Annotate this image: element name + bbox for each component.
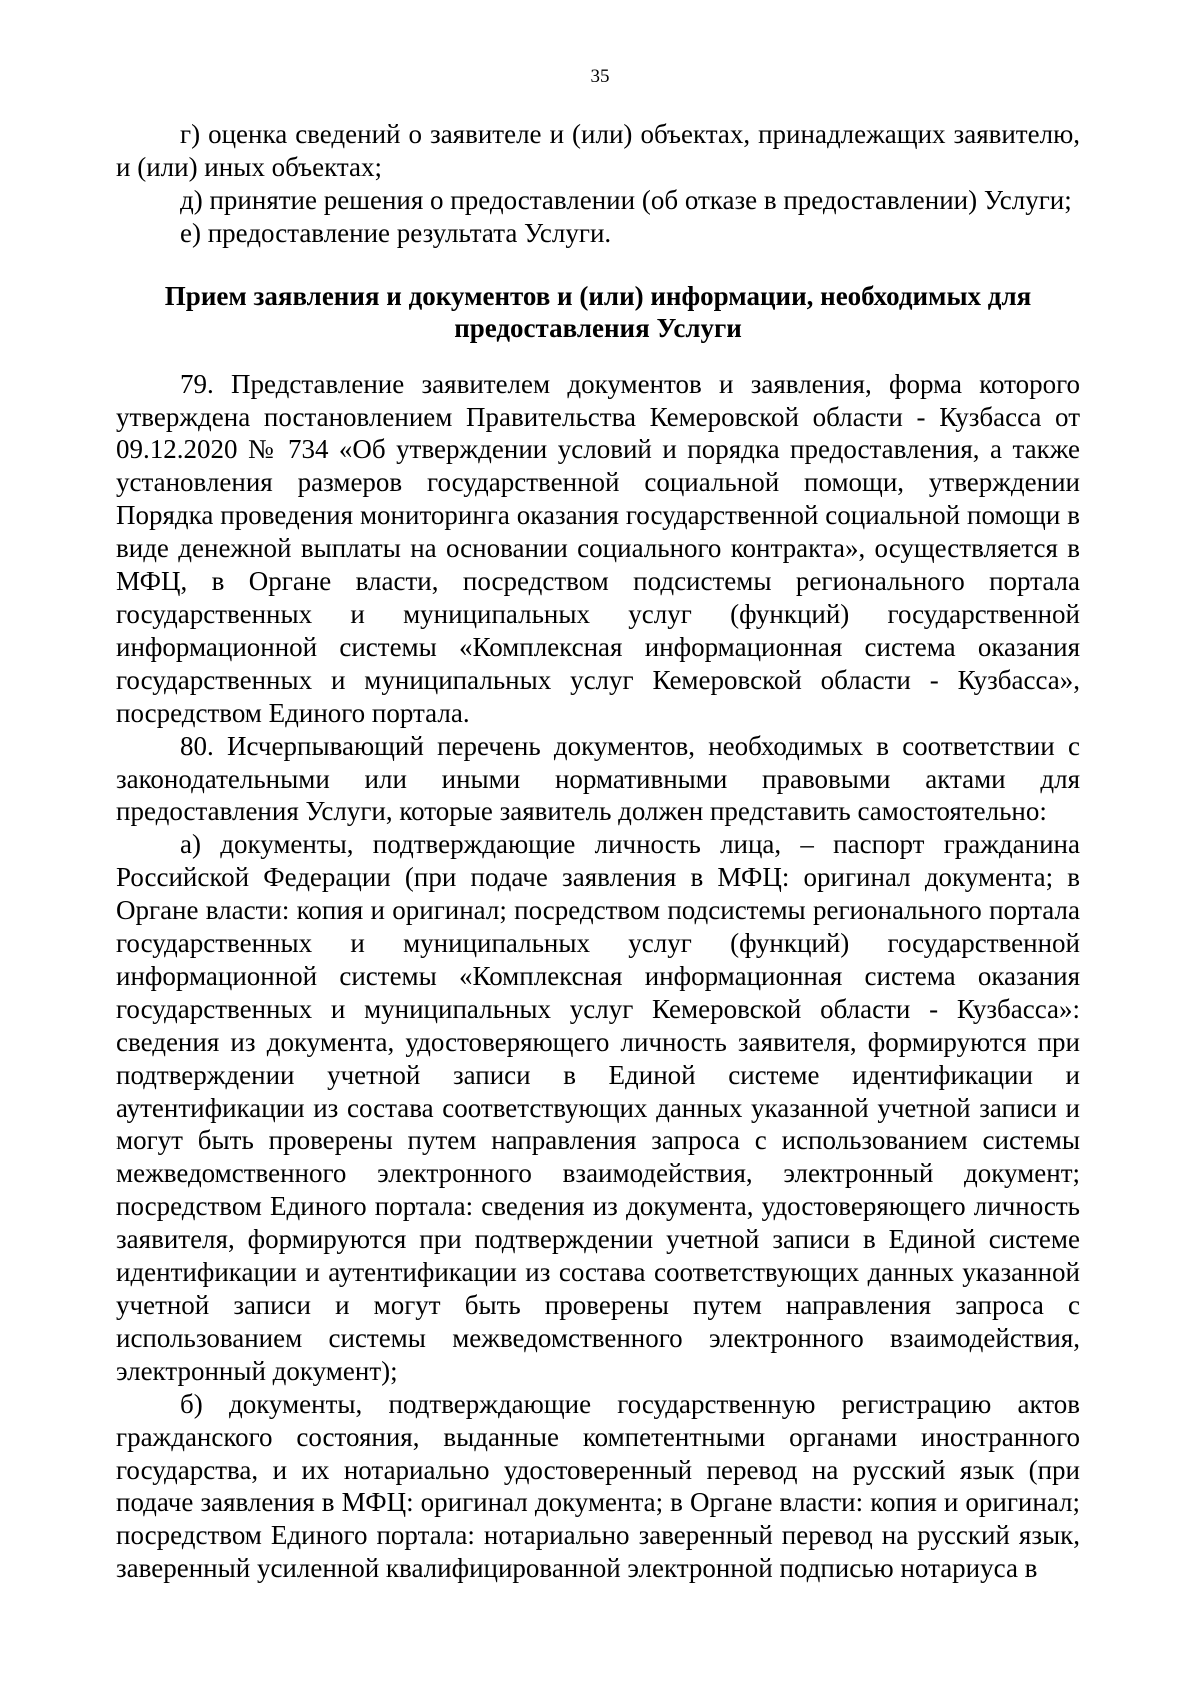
list-item-e: е) предоставление результата Услуги.	[180, 217, 612, 248]
page-number: 35	[590, 66, 610, 87]
paragraph-80-a: а) документы, подтверждающие личность лица, – паспорт гражданина Российской Федерации (при подаче заявления в МФЦ: оригинал документа; в Органе власти: копия и оригинал; посредством подсистемы регионального портала государственных и муниципальных услуг (функций) государственной информационной системы «Комплексная информационная система оказания государственных и муниципальных услуг Кемеровской области - Кузбасса»: сведения из документа, удостоверяющего личность заявителя, формируются при подтверждении учетной записи в Единой системе идентификации и аутентификации из состава соответствующих данных указанной учетной записи и могут быть проверены путем направления запроса с использованием системы межведомственного электронного взаимодействия, электронный документ; посредством Единого портала: сведения из документа, удостоверяющего личность заявителя, формируются при подтверждении учетной записи в Единой системе идентификации и аутентификации из состава соответствующих данных указанной учетной записи и могут быть проверены путем направления запроса с использованием системы межведомственного электронного взаимодействия, электронный документ);	[116, 829, 1080, 1386]
paragraph-80-b: б) документы, подтверждающие государственную регистрацию актов гражданского состояния, выданные компетентными органами иностранного государства, и их нотариально удостоверенный перевод на русский язык (при подаче заявления в МФЦ: оригинал документа; в Органе власти: копия и оригинал; посредством Единого портала: нотариально заверенный перевод на русский язык, заверенный усиленной квалифицированной электронной подписью нотариуса в	[116, 1388, 1080, 1584]
list-item-d: д) принятие решения о предоставлении (об отказе в предоставлении) Услуги;	[180, 184, 1072, 215]
paragraph-79: 79. Представление заявителем документов и заявления, форма которого утверждена постановлением Правительства Кемеровской области - Кузбасса от 09.12.2020 № 734 «Об утверждении условий и порядка предоставления, а также установления размеров государственной социальной помощи, утверждении Порядка проведения мониторинга оказания государственной социальной помощи в виде денежной выплаты на основании социального контракта», осуществляется в МФЦ, в Органе власти, посредством подсистемы регионального портала государственных и муниципальных услуг (функций) государственной информационной системы «Комплексная информационная система оказания государственных и муниципальных услуг Кемеровской области - Кузбасса», посредством Единого портала.	[116, 368, 1080, 728]
list-item-g: г) оценка сведений о заявителе и (или) объектах, принадлежащих заявителю, и (или) иных объектах;	[116, 119, 1080, 182]
paragraph-80: 80. Исчерпывающий перечень документов, необходимых в соответствии с законодательными или иными нормативными правовыми актами для предоставления Услуги, которые заявитель должен представить самостоятельно:	[116, 730, 1080, 827]
section-heading: Прием заявления и документов и (или) информации, необходимых для предоставления Услуги	[164, 280, 1032, 343]
document-body	[116, 118, 1080, 1585]
